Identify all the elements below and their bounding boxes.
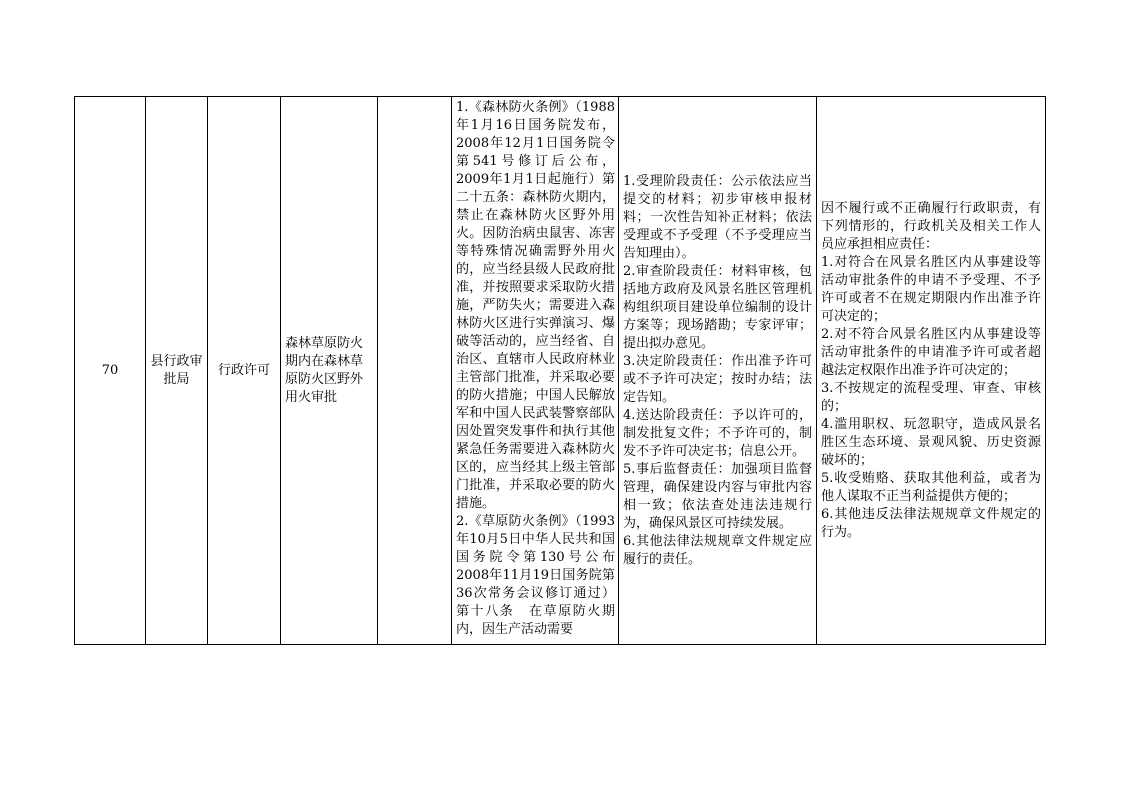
accountability-intro: 因不履行或不正确履行行政职责，有下列情形的，行政机关及相关工作人员应承担相应责任： (821, 200, 1041, 252)
accountability-item: 4.滥用职权、玩忽职守，造成风景名胜区生态环境、景观风貌、历史资源破坏的； (821, 416, 1041, 468)
table-row (75, 97, 1046, 645)
basis-paragraph: 1.《森林防火条例》（1988年1月16日国务院发布，2008年12月1日国务院令第541号修订后公布，2009年1月1日起施行）第二十五条：森林防火期内，禁止在森林防火区野外用火。因防治病虫鼠害、冻害等特殊情况确需野外用火的，应当经县级人民政府批准，并按照要求采取防火措施，严防失火；需要进入森林防火区进行实弹演习、爆破等活动的，应当经省、自治区、直辖市人民政府林业主管部门批准，并采取必要的防火措施；中国人民解放军和中国人民武装警察部队因处置突发事件和执行其他紧急任务需要进入森林防火区的，应当经其上级主管部门批准，并采取必要的防火措施。 (456, 100, 615, 511)
item-name-cell: 森林草原防火期内在森林草原防火区野外用火审批 (281, 97, 378, 645)
responsibility-item: 3.决定阶段责任：作出准予许可或不予许可决定；按时办结；法定告知。 (623, 353, 812, 405)
accountability-cell (817, 97, 1046, 645)
accountability-item: 6.其他违反法律法规规章文件规定的行为。 (821, 506, 1041, 540)
accountability-item: 3.不按规定的流程受理、审查、审核的； (821, 380, 1041, 414)
power-list-table (74, 96, 1046, 645)
type-cell: 行政许可 (208, 97, 281, 645)
responsibility-item: 2.审查阶段责任：材料审核，包括地方政府及风景名胜区管理机构组织项目建设单位编制的设计方案等；现场踏勘；专家评审；提出拟办意见。 (623, 263, 812, 351)
dept-cell: 县行政审批局 (146, 97, 208, 645)
legal-basis-cell (452, 97, 619, 645)
accountability-item: 2.对不符合风景名胜区内从事建设等活动审批条件的申请准予许可或者超越法定权限作出准予许可决定的； (821, 326, 1041, 378)
responsibility-item: 6.其他法律法规规章文件规定应履行的责任。 (623, 533, 812, 567)
responsibility-item: 1.受理阶段责任：公示依法应当提交的材料；初步审核申报材料；一次性告知补正材料；依法受理或不予受理（不予受理应当告知理由）。 (623, 173, 812, 261)
seq-cell: 70 (75, 97, 146, 645)
responsibility-item: 4.送达阶段责任：予以许可的，制发批复文件；不予许可的，制发不予许可决定书；信息公开。 (623, 407, 812, 459)
sub-item-cell (378, 97, 452, 645)
responsibility-cell (619, 97, 817, 645)
basis-paragraph: 2.《草原防火条例》（1993年10月5日中华人民共和国国务院令第130号公布 2008年11月19日国务院第36次常务会议修订通过）第十八条 在草原防火期内，因生产活动需要 (456, 514, 615, 637)
responsibility-item: 5.事后监督责任：加强项目监督管理，确保建设内容与审批内容相一致；依法查处违法违规行为，确保风景区可持续发展。 (623, 461, 812, 531)
accountability-item: 1.对符合在风景名胜区内从事建设等活动审批条件的申请不予受理、不予许可或者不在规定期限内作出准予许可决定的； (821, 254, 1041, 324)
accountability-item: 5.收受贿赂、获取其他利益，或者为他人谋取不正当利益提供方便的； (821, 470, 1041, 504)
